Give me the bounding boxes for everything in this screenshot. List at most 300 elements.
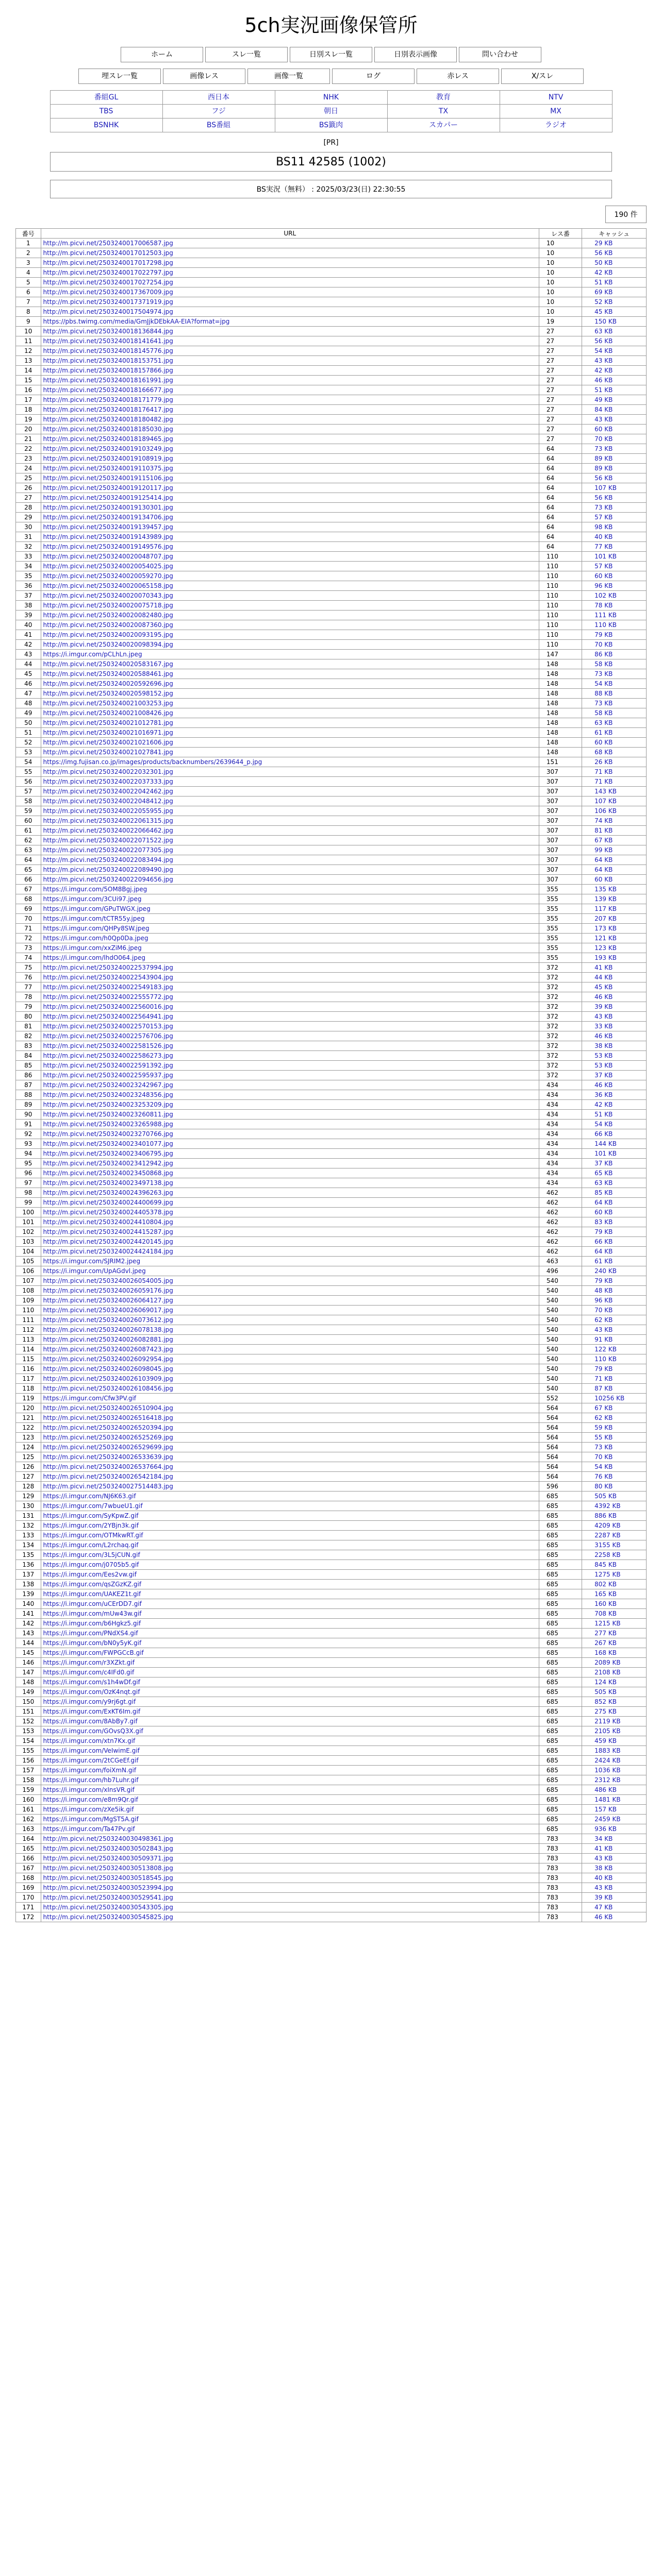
- cache-link[interactable]: 87 KB: [594, 1385, 613, 1392]
- cache-link[interactable]: 74 KB: [594, 817, 613, 824]
- log-button[interactable]: ログ: [332, 69, 415, 84]
- image-url-link[interactable]: http://m.picvi.net/2503240020075718.jpg: [43, 602, 173, 609]
- image-url-link[interactable]: https://i.imgur.com/GPuTWGX.jpeg: [43, 905, 151, 912]
- cache-link[interactable]: 53 KB: [594, 1052, 613, 1059]
- cache-link[interactable]: 47 KB: [594, 1904, 613, 1911]
- image-url-link[interactable]: http://m.picvi.net/2503240017371919.jpg: [43, 298, 173, 306]
- cache-link[interactable]: 505 KB: [594, 1493, 617, 1500]
- cache-link[interactable]: 60 KB: [594, 426, 613, 433]
- image-url-link[interactable]: http://m.picvi.net/2503240019103249.jpg: [43, 445, 173, 452]
- cache-link[interactable]: 42 KB: [594, 269, 613, 276]
- cache-link[interactable]: 62 KB: [594, 1316, 613, 1324]
- image-url-link[interactable]: http://m.picvi.net/2503240021021606.jpg: [43, 739, 173, 746]
- image-url-link[interactable]: http://m.picvi.net/2503240017504974.jpg: [43, 308, 173, 315]
- cache-link[interactable]: 39 KB: [594, 1003, 613, 1010]
- cache-link[interactable]: 40 KB: [594, 533, 613, 540]
- image-url-link[interactable]: https://pbs.twimg.com/media/GmJjkDEbkAA-EIA?format=jpg: [43, 318, 230, 325]
- image-url-link[interactable]: http://m.picvi.net/2503240023260811.jpg: [43, 1111, 173, 1118]
- image-url-link[interactable]: http://m.picvi.net/2503240018176417.jpg: [43, 406, 173, 413]
- image-url-link[interactable]: https://i.imgur.com/GOvsQ3X.gif: [43, 1727, 143, 1735]
- cache-link[interactable]: 62 KB: [594, 1414, 613, 1421]
- cache-link[interactable]: 80 KB: [594, 1483, 613, 1490]
- cache-link[interactable]: 64 KB: [594, 866, 613, 873]
- cache-link[interactable]: 63 KB: [594, 328, 613, 335]
- image-url-link[interactable]: https://i.imgur.com/FWPGCcB.gif: [43, 1649, 144, 1656]
- image-url-link[interactable]: http://m.picvi.net/2503240022581526.jpg: [43, 1042, 173, 1049]
- image-url-link[interactable]: http://m.picvi.net/2503240026082881.jpg: [43, 1336, 173, 1343]
- filled-thread-list-button[interactable]: 埋スレ一覧: [78, 69, 161, 84]
- cache-link[interactable]: 54 KB: [594, 680, 613, 687]
- image-url-link[interactable]: http://m.picvi.net/2503240026059176.jpg: [43, 1287, 173, 1294]
- channel-link[interactable]: スカパー: [388, 118, 500, 132]
- cache-link[interactable]: 40 KB: [594, 1874, 613, 1882]
- image-url-link[interactable]: http://m.picvi.net/2503240018145776.jpg: [43, 347, 173, 354]
- image-url-link[interactable]: http://m.picvi.net/2503240030523994.jpg: [43, 1884, 173, 1891]
- cache-link[interactable]: 2119 KB: [594, 1718, 621, 1725]
- cache-link[interactable]: 135 KB: [594, 886, 617, 893]
- image-url-link[interactable]: http://m.picvi.net/2503240019149576.jpg: [43, 543, 173, 550]
- cache-link[interactable]: 86 KB: [594, 651, 613, 658]
- image-url-link[interactable]: http://m.picvi.net/2503240026098045.jpg: [43, 1365, 173, 1372]
- cache-link[interactable]: 78 KB: [594, 602, 613, 609]
- image-url-link[interactable]: https://i.imgur.com/3CUi97.jpeg: [43, 895, 142, 903]
- image-url-link[interactable]: http://m.picvi.net/2503240021027841.jpg: [43, 749, 173, 756]
- image-url-link[interactable]: http://m.picvi.net/2503240022089490.jpg: [43, 866, 173, 873]
- cache-link[interactable]: 110 KB: [594, 621, 617, 629]
- image-url-link[interactable]: https://i.imgur.com/xtn7Kx.gif: [43, 1737, 136, 1744]
- image-url-link[interactable]: https://i.imgur.com/MgST5A.gif: [43, 1816, 139, 1823]
- image-url-link[interactable]: http://m.picvi.net/2503240022094656.jpg: [43, 876, 173, 883]
- cache-link[interactable]: 79 KB: [594, 1277, 613, 1284]
- image-url-link[interactable]: http://m.picvi.net/2503240019143989.jpg: [43, 533, 173, 540]
- cache-link[interactable]: 96 KB: [594, 1297, 613, 1304]
- cache-link[interactable]: 88 KB: [594, 690, 613, 697]
- image-url-link[interactable]: http://m.picvi.net/2503240023412942.jpg: [43, 1160, 173, 1167]
- cache-link[interactable]: 37 KB: [594, 1160, 613, 1167]
- image-url-link[interactable]: http://m.picvi.net/2503240020059270.jpg: [43, 572, 173, 580]
- image-url-link[interactable]: http://m.picvi.net/2503240018180482.jpg: [43, 416, 173, 423]
- cache-link[interactable]: 106 KB: [594, 807, 617, 815]
- image-url-link[interactable]: http://m.picvi.net/2503240019139457.jpg: [43, 523, 173, 531]
- cache-link[interactable]: 51 KB: [594, 279, 613, 286]
- cache-link[interactable]: 57 KB: [594, 514, 613, 521]
- image-url-link[interactable]: http://m.picvi.net/2503240022032301.jpg: [43, 768, 173, 775]
- image-url-link[interactable]: http://m.picvi.net/2503240018153751.jpg: [43, 357, 173, 364]
- image-url-link[interactable]: http://m.picvi.net/2503240022042462.jpg: [43, 788, 173, 795]
- image-url-link[interactable]: http://m.picvi.net/2503240022071522.jpg: [43, 837, 173, 844]
- cache-link[interactable]: 240 KB: [594, 1267, 617, 1275]
- cache-link[interactable]: 60 KB: [594, 739, 613, 746]
- cache-link[interactable]: 46 KB: [594, 1913, 613, 1921]
- image-url-link[interactable]: https://i.imgur.com/uCErDD7.gif: [43, 1600, 142, 1607]
- cache-link[interactable]: 43 KB: [594, 1326, 613, 1333]
- cache-link[interactable]: 29 KB: [594, 240, 613, 247]
- image-url-link[interactable]: http://m.picvi.net/2503240017027254.jpg: [43, 279, 173, 286]
- cache-link[interactable]: 886 KB: [594, 1512, 617, 1519]
- cache-link[interactable]: 68 KB: [594, 749, 613, 756]
- image-url-link[interactable]: http://m.picvi.net/2503240017017298.jpg: [43, 259, 173, 266]
- image-url-link[interactable]: http://m.picvi.net/2503240024410804.jpg: [43, 1218, 173, 1226]
- cache-link[interactable]: 708 KB: [594, 1610, 617, 1617]
- cache-link[interactable]: 73 KB: [594, 445, 613, 452]
- image-url-link[interactable]: https://i.imgur.com/ExKT6Im.gif: [43, 1708, 141, 1715]
- cache-link[interactable]: 42 KB: [594, 1101, 613, 1108]
- image-url-link[interactable]: http://m.picvi.net/2503240026542184.jpg: [43, 1473, 173, 1480]
- image-url-link[interactable]: http://m.picvi.net/2503240020054025.jpg: [43, 563, 173, 570]
- channel-link[interactable]: BS番組: [163, 118, 275, 132]
- image-url-link[interactable]: http://m.picvi.net/2503240019108919.jpg: [43, 455, 173, 462]
- image-url-link[interactable]: https://i.imgur.com/UAKEZ1t.gif: [43, 1590, 141, 1598]
- image-url-link[interactable]: http://m.picvi.net/2503240026510904.jpg: [43, 1404, 173, 1412]
- cache-link[interactable]: 107 KB: [594, 484, 617, 492]
- cache-link[interactable]: 67 KB: [594, 1404, 613, 1412]
- image-url-link[interactable]: https://i.imgur.com/xInsVR.gif: [43, 1786, 135, 1793]
- image-url-link[interactable]: https://i.imgur.com/tCTR55y.jpeg: [43, 915, 145, 922]
- cache-link[interactable]: 60 KB: [594, 876, 613, 883]
- image-url-link[interactable]: https://i.imgur.com/NJ6K63.gif: [43, 1493, 136, 1500]
- image-url-link[interactable]: http://m.picvi.net/2503240023242967.jpg: [43, 1081, 173, 1089]
- cache-link[interactable]: 41 KB: [594, 1845, 613, 1852]
- image-list-button[interactable]: 画像一覧: [247, 69, 330, 84]
- cache-link[interactable]: 193 KB: [594, 954, 617, 961]
- cache-link[interactable]: 83 KB: [594, 1218, 613, 1226]
- cache-link[interactable]: 45 KB: [594, 984, 613, 991]
- image-url-link[interactable]: http://m.picvi.net/2503240022083494.jpg: [43, 856, 173, 863]
- channel-link[interactable]: 教育: [388, 91, 500, 105]
- cache-link[interactable]: 64 KB: [594, 856, 613, 863]
- image-url-link[interactable]: http://m.picvi.net/2503240023248356.jpg: [43, 1091, 173, 1098]
- image-url-link[interactable]: http://m.picvi.net/2503240021008426.jpg: [43, 709, 173, 717]
- cache-link[interactable]: 2459 KB: [594, 1816, 621, 1823]
- channel-link[interactable]: 朝日: [275, 105, 388, 118]
- image-url-link[interactable]: https://i.imgur.com/2YBjn3k.gif: [43, 1522, 139, 1529]
- image-url-link[interactable]: http://m.picvi.net/2503240020098394.jpg: [43, 641, 173, 648]
- cache-link[interactable]: 143 KB: [594, 788, 617, 795]
- image-url-link[interactable]: http://m.picvi.net/2503240022543904.jpg: [43, 974, 173, 981]
- cache-link[interactable]: 96 KB: [594, 582, 613, 589]
- image-res-button[interactable]: 画像レス: [163, 69, 245, 84]
- image-url-link[interactable]: http://m.picvi.net/2503240022555772.jpg: [43, 993, 173, 1001]
- cache-link[interactable]: 71 KB: [594, 768, 613, 775]
- image-url-link[interactable]: http://m.picvi.net/2503240026092954.jpg: [43, 1355, 173, 1363]
- cache-link[interactable]: 1215 KB: [594, 1620, 621, 1627]
- cache-link[interactable]: 60 KB: [594, 1209, 613, 1216]
- cache-link[interactable]: 45 KB: [594, 308, 613, 315]
- image-url-link[interactable]: http://m.picvi.net/2503240018161991.jpg: [43, 377, 173, 384]
- image-url-link[interactable]: https://i.imgur.com/SJRIM2.jpeg: [43, 1258, 141, 1265]
- cache-link[interactable]: 53 KB: [594, 1062, 613, 1069]
- cache-link[interactable]: 2089 KB: [594, 1659, 621, 1666]
- cache-link[interactable]: 486 KB: [594, 1786, 617, 1793]
- image-url-link[interactable]: http://m.picvi.net/2503240024405378.jpg: [43, 1209, 173, 1216]
- image-url-link[interactable]: http://m.picvi.net/2503240018185030.jpg: [43, 426, 173, 433]
- image-url-link[interactable]: https://i.imgur.com/y9rj6gt.gif: [43, 1698, 136, 1705]
- image-url-link[interactable]: https://i.imgur.com/e8m9Qr.gif: [43, 1796, 138, 1803]
- image-url-link[interactable]: http://m.picvi.net/2503240020048707.jpg: [43, 553, 173, 560]
- image-url-link[interactable]: http://m.picvi.net/2503240022037333.jpg: [43, 778, 173, 785]
- image-url-link[interactable]: http://m.picvi.net/2503240023406795.jpg: [43, 1150, 173, 1157]
- channel-link[interactable]: BSNHK: [51, 118, 163, 132]
- cache-link[interactable]: 84 KB: [594, 406, 613, 413]
- cache-link[interactable]: 168 KB: [594, 1649, 617, 1656]
- image-url-link[interactable]: http://m.picvi.net/2503240019125414.jpg: [43, 494, 173, 501]
- image-url-link[interactable]: https://i.imgur.com/SyKpwZ.gif: [43, 1512, 139, 1519]
- cache-link[interactable]: 121 KB: [594, 935, 617, 942]
- image-url-link[interactable]: http://m.picvi.net/2503240024420145.jpg: [43, 1238, 173, 1245]
- image-url-link[interactable]: http://m.picvi.net/2503240026533639.jpg: [43, 1453, 173, 1461]
- channel-link[interactable]: TBS: [51, 105, 163, 118]
- image-url-link[interactable]: http://m.picvi.net/2503240026529699.jpg: [43, 1444, 173, 1451]
- cache-link[interactable]: 4392 KB: [594, 1502, 621, 1510]
- image-url-link[interactable]: https://i.imgur.com/qsZGzKZ.gif: [43, 1581, 142, 1588]
- cache-link[interactable]: 43 KB: [594, 357, 613, 364]
- cache-link[interactable]: 38 KB: [594, 1865, 613, 1872]
- image-url-link[interactable]: http://m.picvi.net/2503240022560016.jpg: [43, 1003, 173, 1010]
- image-url-link[interactable]: http://m.picvi.net/2503240026520394.jpg: [43, 1424, 173, 1431]
- image-url-link[interactable]: http://m.picvi.net/2503240023270766.jpg: [43, 1130, 173, 1138]
- image-url-link[interactable]: https://i.imgur.com/Ta47Pv.gif: [43, 1825, 135, 1833]
- cache-link[interactable]: 99 KB: [594, 846, 613, 854]
- cache-link[interactable]: 1275 KB: [594, 1571, 621, 1578]
- image-url-link[interactable]: https://i.imgur.com/VeIwimE.gif: [43, 1747, 140, 1754]
- cache-link[interactable]: 107 KB: [594, 798, 617, 805]
- cache-link[interactable]: 207 KB: [594, 915, 617, 922]
- cache-link[interactable]: 110 KB: [594, 1355, 617, 1363]
- cache-link[interactable]: 61 KB: [594, 729, 613, 736]
- image-url-link[interactable]: http://m.picvi.net/2503240030498361.jpg: [43, 1835, 173, 1842]
- cache-link[interactable]: 139 KB: [594, 895, 617, 903]
- image-url-link[interactable]: http://m.picvi.net/2503240023265988.jpg: [43, 1121, 173, 1128]
- image-url-link[interactable]: https://i.imgur.com/8AbBy7.gif: [43, 1718, 138, 1725]
- cache-link[interactable]: 56 KB: [594, 249, 613, 257]
- cache-link[interactable]: 64 KB: [594, 1199, 613, 1206]
- cache-link[interactable]: 157 KB: [594, 1806, 617, 1813]
- red-res-button[interactable]: 赤レス: [417, 69, 499, 84]
- image-url-link[interactable]: http://m.picvi.net/2503240020588461.jpg: [43, 670, 173, 677]
- image-url-link[interactable]: http://m.picvi.net/2503240020082480.jpg: [43, 612, 173, 619]
- image-url-link[interactable]: http://m.picvi.net/2503240023401077.jpg: [43, 1140, 173, 1147]
- x-thread-button[interactable]: X/スレ: [501, 69, 584, 84]
- image-url-link[interactable]: http://m.picvi.net/2503240030518545.jpg: [43, 1874, 173, 1882]
- cache-link[interactable]: 173 KB: [594, 925, 617, 932]
- image-url-link[interactable]: https://i.imgur.com/lhdO064.jpeg: [43, 954, 145, 961]
- image-url-link[interactable]: http://m.picvi.net/2503240017006587.jpg: [43, 240, 173, 247]
- cache-link[interactable]: 1883 KB: [594, 1747, 621, 1754]
- cache-link[interactable]: 58 KB: [594, 709, 613, 717]
- cache-link[interactable]: 46 KB: [594, 1081, 613, 1089]
- cache-link[interactable]: 43 KB: [594, 1884, 613, 1891]
- cache-link[interactable]: 71 KB: [594, 778, 613, 785]
- cache-link[interactable]: 54 KB: [594, 1463, 613, 1470]
- cache-link[interactable]: 277 KB: [594, 1630, 617, 1637]
- channel-link[interactable]: フジ: [163, 105, 275, 118]
- cache-link[interactable]: 70 KB: [594, 435, 613, 443]
- image-url-link[interactable]: http://m.picvi.net/2503240023497138.jpg: [43, 1179, 173, 1187]
- channel-link[interactable]: NTV: [500, 91, 613, 105]
- cache-link[interactable]: 275 KB: [594, 1708, 617, 1715]
- cache-link[interactable]: 55 KB: [594, 1434, 613, 1441]
- cache-link[interactable]: 54 KB: [594, 347, 613, 354]
- image-url-link[interactable]: http://m.picvi.net/2503240026103909.jpg: [43, 1375, 173, 1382]
- cache-link[interactable]: 1481 KB: [594, 1796, 621, 1803]
- image-url-link[interactable]: http://m.picvi.net/2503240018157866.jpg: [43, 367, 173, 374]
- image-url-link[interactable]: http://m.picvi.net/2503240022048412.jpg: [43, 798, 173, 805]
- cache-link[interactable]: 123 KB: [594, 944, 617, 952]
- image-url-link[interactable]: http://m.picvi.net/2503240020598152.jpg: [43, 690, 173, 697]
- cache-link[interactable]: 10256 KB: [594, 1395, 625, 1402]
- image-url-link[interactable]: https://i.imgur.com/L2rchaq.gif: [43, 1541, 139, 1549]
- cache-link[interactable]: 802 KB: [594, 1581, 617, 1588]
- cache-link[interactable]: 41 KB: [594, 964, 613, 971]
- image-url-link[interactable]: https://i.imgur.com/OTMkwRT.gif: [43, 1532, 143, 1539]
- image-url-link[interactable]: https://i.imgur.com/OzK4nqt.gif: [43, 1688, 140, 1696]
- image-url-link[interactable]: https://i.imgur.com/QHPy8SW.jpeg: [43, 925, 150, 932]
- cache-link[interactable]: 46 KB: [594, 1032, 613, 1040]
- image-url-link[interactable]: http://m.picvi.net/2503240019120117.jpg: [43, 484, 173, 492]
- image-url-link[interactable]: http://m.picvi.net/2503240024396263.jpg: [43, 1189, 173, 1196]
- image-url-link[interactable]: http://m.picvi.net/2503240019110375.jpg: [43, 465, 173, 472]
- channel-link[interactable]: NHK: [275, 91, 388, 105]
- cache-link[interactable]: 51 KB: [594, 386, 613, 394]
- cache-link[interactable]: 36 KB: [594, 1091, 613, 1098]
- cache-link[interactable]: 51 KB: [594, 1111, 613, 1118]
- image-url-link[interactable]: http://m.picvi.net/2503240024415287.jpg: [43, 1228, 173, 1235]
- cache-link[interactable]: 63 KB: [594, 719, 613, 726]
- cache-link[interactable]: 101 KB: [594, 1150, 617, 1157]
- image-url-link[interactable]: http://m.picvi.net/2503240022586273.jpg: [43, 1052, 173, 1059]
- image-url-link[interactable]: http://m.picvi.net/2503240021016971.jpg: [43, 729, 173, 736]
- channel-link[interactable]: MX: [500, 105, 613, 118]
- cache-link[interactable]: 73 KB: [594, 700, 613, 707]
- cache-link[interactable]: 59 KB: [594, 1424, 613, 1431]
- image-url-link[interactable]: https://i.imgur.com/Ees2vw.gif: [43, 1571, 137, 1578]
- cache-link[interactable]: 73 KB: [594, 1444, 613, 1451]
- cache-link[interactable]: 70 KB: [594, 1307, 613, 1314]
- image-url-link[interactable]: http://m.picvi.net/2503240022055955.jpg: [43, 807, 173, 815]
- image-url-link[interactable]: http://m.picvi.net/2503240018166677.jpg: [43, 386, 173, 394]
- cache-link[interactable]: 49 KB: [594, 396, 613, 403]
- image-url-link[interactable]: https://i.imgur.com/c4IFd0.gif: [43, 1669, 135, 1676]
- image-url-link[interactable]: https://i.imgur.com/bN0y5yK.gif: [43, 1639, 142, 1647]
- image-url-link[interactable]: https://i.imgur.com/b6Hgkz5.gif: [43, 1620, 141, 1627]
- cache-link[interactable]: 79 KB: [594, 1365, 613, 1372]
- image-url-link[interactable]: http://m.picvi.net/2503240018136844.jpg: [43, 328, 173, 335]
- image-url-link[interactable]: http://m.picvi.net/2503240020070343.jpg: [43, 592, 173, 599]
- image-url-link[interactable]: http://m.picvi.net/2503240022066462.jpg: [43, 827, 173, 834]
- channel-link[interactable]: ラジオ: [500, 118, 613, 132]
- image-url-link[interactable]: https://i.imgur.com/zXe5ik.gif: [43, 1806, 134, 1813]
- daily-thread-list-button[interactable]: 日別スレ一覧: [290, 47, 372, 62]
- cache-link[interactable]: 58 KB: [594, 660, 613, 668]
- cache-link[interactable]: 160 KB: [594, 1600, 617, 1607]
- cache-link[interactable]: 111 KB: [594, 612, 617, 619]
- image-url-link[interactable]: http://m.picvi.net/2503240026064127.jpg: [43, 1297, 173, 1304]
- image-url-link[interactable]: https://i.imgur.com/r3XZkt.gif: [43, 1659, 135, 1666]
- image-url-link[interactable]: https://i.imgur.com/xxZiM6.jpeg: [43, 944, 142, 952]
- cache-link[interactable]: 79 KB: [594, 1228, 613, 1235]
- cache-link[interactable]: 37 KB: [594, 1072, 613, 1079]
- image-url-link[interactable]: http://m.picvi.net/2503240030502843.jpg: [43, 1845, 173, 1852]
- image-url-link[interactable]: http://m.picvi.net/2503240026054005.jpg: [43, 1277, 173, 1284]
- channel-link[interactable]: TX: [388, 105, 500, 118]
- image-url-link[interactable]: http://m.picvi.net/2503240026069017.jpg: [43, 1307, 173, 1314]
- cache-link[interactable]: 48 KB: [594, 1287, 613, 1294]
- cache-link[interactable]: 56 KB: [594, 494, 613, 501]
- image-url-link[interactable]: http://m.picvi.net/2503240018171779.jpg: [43, 396, 173, 403]
- cache-link[interactable]: 2105 KB: [594, 1727, 621, 1735]
- cache-link[interactable]: 44 KB: [594, 974, 613, 981]
- cache-link[interactable]: 2258 KB: [594, 1551, 621, 1558]
- image-url-link[interactable]: http://m.picvi.net/2503240027514483.jpg: [43, 1483, 173, 1490]
- cache-link[interactable]: 63 KB: [594, 1179, 613, 1187]
- channel-link[interactable]: 番組GL: [51, 91, 163, 105]
- cache-link[interactable]: 33 KB: [594, 1023, 613, 1030]
- cache-link[interactable]: 150 KB: [594, 318, 617, 325]
- cache-link[interactable]: 1036 KB: [594, 1767, 621, 1774]
- cache-link[interactable]: 852 KB: [594, 1698, 617, 1705]
- image-url-link[interactable]: http://m.picvi.net/2503240026078138.jpg: [43, 1326, 173, 1333]
- image-url-link[interactable]: http://m.picvi.net/2503240021003253.jpg: [43, 700, 173, 707]
- cache-link[interactable]: 2108 KB: [594, 1669, 621, 1676]
- cache-link[interactable]: 67 KB: [594, 837, 613, 844]
- image-url-link[interactable]: https://img.fujisan.co.jp/images/products/backnumbers/2639644_p.jpg: [43, 758, 262, 766]
- cache-link[interactable]: 89 KB: [594, 465, 613, 472]
- daily-images-button[interactable]: 日別表示画像: [374, 47, 457, 62]
- home-button[interactable]: ホーム: [121, 47, 203, 62]
- cache-link[interactable]: 77 KB: [594, 543, 613, 550]
- cache-link[interactable]: 66 KB: [594, 1130, 613, 1138]
- image-url-link[interactable]: https://i.imgur.com/UpAGdvl.jpeg: [43, 1267, 146, 1275]
- cache-link[interactable]: 43 KB: [594, 1013, 613, 1020]
- image-url-link[interactable]: http://m.picvi.net/2503240026537664.jpg: [43, 1463, 173, 1470]
- cache-link[interactable]: 54 KB: [594, 1121, 613, 1128]
- image-url-link[interactable]: https://i.imgur.com/PNdXS4.gif: [43, 1630, 138, 1637]
- cache-link[interactable]: 267 KB: [594, 1639, 617, 1647]
- cache-link[interactable]: 124 KB: [594, 1679, 617, 1686]
- cache-link[interactable]: 73 KB: [594, 670, 613, 677]
- image-url-link[interactable]: https://i.imgur.com/h0Qp0Da.jpeg: [43, 935, 148, 942]
- image-url-link[interactable]: http://m.picvi.net/2503240020592696.jpg: [43, 680, 173, 687]
- image-url-link[interactable]: http://m.picvi.net/2503240022549183.jpg: [43, 984, 173, 991]
- image-url-link[interactable]: http://m.picvi.net/2503240017022797.jpg: [43, 269, 173, 276]
- cache-link[interactable]: 144 KB: [594, 1140, 617, 1147]
- image-url-link[interactable]: http://m.picvi.net/2503240022077305.jpg: [43, 846, 173, 854]
- cache-link[interactable]: 26 KB: [594, 758, 613, 766]
- image-url-link[interactable]: http://m.picvi.net/2503240019130301.jpg: [43, 504, 173, 511]
- image-url-link[interactable]: http://m.picvi.net/2503240017367009.jpg: [43, 289, 173, 296]
- channel-link[interactable]: 西日本: [163, 91, 275, 105]
- cache-link[interactable]: 79 KB: [594, 631, 613, 638]
- cache-link[interactable]: 52 KB: [594, 298, 613, 306]
- image-url-link[interactable]: http://m.picvi.net/2503240024424184.jpg: [43, 1248, 173, 1255]
- cache-link[interactable]: 89 KB: [594, 455, 613, 462]
- cache-link[interactable]: 845 KB: [594, 1561, 617, 1568]
- image-url-link[interactable]: http://m.picvi.net/2503240030509371.jpg: [43, 1855, 173, 1862]
- image-url-link[interactable]: http://m.picvi.net/2503240019115106.jpg: [43, 474, 173, 482]
- image-url-link[interactable]: https://i.imgur.com/5OM8Bgj.jpeg: [43, 886, 147, 893]
- image-url-link[interactable]: http://m.picvi.net/2503240020065158.jpg: [43, 582, 173, 589]
- image-url-link[interactable]: http://m.picvi.net/2503240022591392.jpg: [43, 1062, 173, 1069]
- image-url-link[interactable]: http://m.picvi.net/2503240022576706.jpg: [43, 1032, 173, 1040]
- image-url-link[interactable]: http://m.picvi.net/2503240020087360.jpg: [43, 621, 173, 629]
- cache-link[interactable]: 50 KB: [594, 259, 613, 266]
- image-url-link[interactable]: http://m.picvi.net/2503240023253209.jpg: [43, 1101, 173, 1108]
- cache-link[interactable]: 122 KB: [594, 1346, 617, 1353]
- cache-link[interactable]: 2312 KB: [594, 1776, 621, 1784]
- cache-link[interactable]: 102 KB: [594, 592, 617, 599]
- image-url-link[interactable]: http://m.picvi.net/2503240018189465.jpg: [43, 435, 173, 443]
- image-url-link[interactable]: http://m.picvi.net/2503240022564941.jpg: [43, 1013, 173, 1020]
